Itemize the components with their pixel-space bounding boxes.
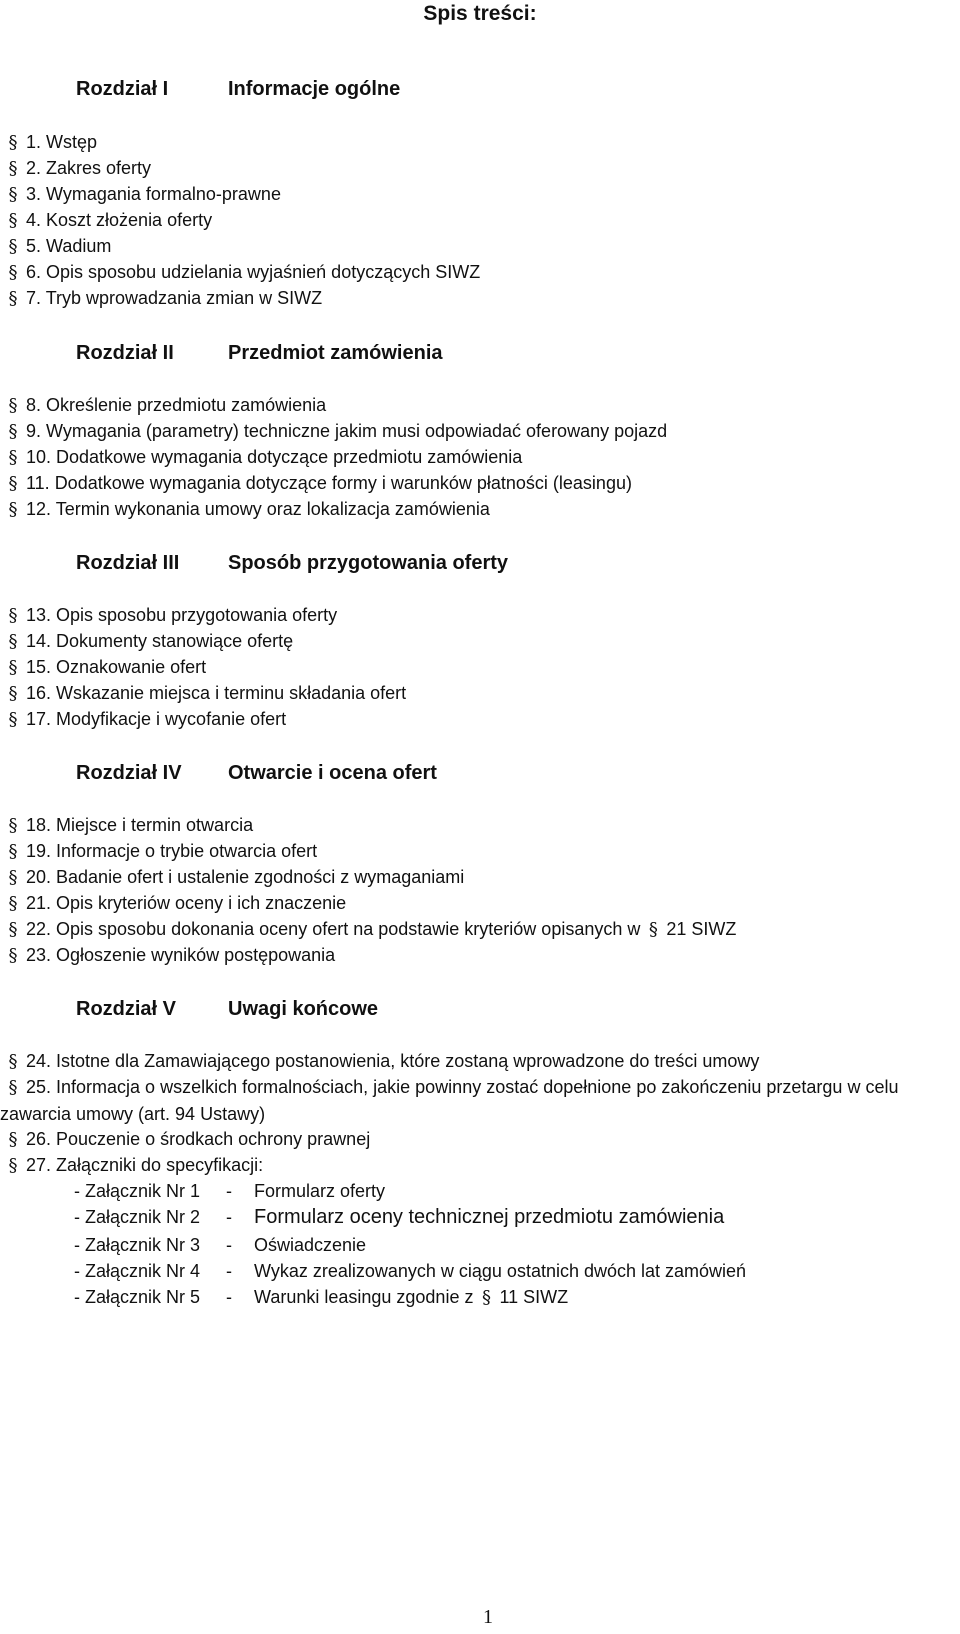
section-reference: 21 SIWZ: [666, 919, 737, 939]
chapter-heading-4: [76, 759, 437, 787]
section-symbol: §: [648, 919, 658, 940]
toc-item-14: § 14. Dokumenty stanowiące ofertę: [0, 628, 293, 655]
toc-item-2: § 2. Zakres oferty: [0, 155, 151, 182]
toc-item-4: § 4. Koszt złożenia oferty: [0, 207, 212, 234]
toc-item-24: § 24. Istotne dla Zamawiającego postanowienia, które zostaną wprowadzone do treści umowy: [0, 1048, 759, 1075]
page-number: 1: [483, 1606, 493, 1628]
chapter-label: Rozdział I: [76, 78, 169, 100]
attachment-3: - Załącznik Nr 3 - Oświadczenie: [74, 1235, 367, 1255]
chapter-name: Sposób przygotowania oferty: [228, 552, 509, 574]
toc-item-15: § 15. Oznakowanie ofert: [0, 654, 206, 681]
chapter-label: Rozdział V: [76, 998, 177, 1020]
toc-item-22: § 22. Opis sposobu dokonania oceny ofert na podstawie kryteriów opisanych w § 21 SIWZ: [0, 916, 736, 943]
chapter-name: Uwagi końcowe: [228, 998, 379, 1020]
section-symbol: §: [8, 421, 18, 442]
section-symbol: §: [8, 158, 18, 179]
attachment-5: - Załącznik Nr 5 - Warunki leasingu zgodnie z § 11 SIWZ: [74, 1284, 568, 1311]
toc-item-18: § 18. Miejsce i termin otwarcia: [0, 812, 253, 839]
section-symbol: §: [8, 605, 18, 626]
section-symbol: §: [8, 499, 18, 520]
toc-item-23: § 23. Ogłoszenie wyników postępowania: [0, 942, 335, 969]
section-symbol: §: [8, 1129, 18, 1150]
section-symbol: §: [8, 236, 18, 257]
toc-item-19: § 19. Informacje o trybie otwarcia ofert: [0, 838, 317, 865]
toc-item-3: § 3. Wymagania formalno-prawne: [0, 181, 281, 208]
toc-item-5: § 5. Wadium: [0, 233, 111, 260]
section-symbol: §: [8, 395, 18, 416]
toc-item-20: § 20. Badanie ofert i ustalenie zgodności z wymaganiami: [0, 864, 464, 891]
section-symbol: §: [8, 1051, 18, 1072]
section-symbol: §: [8, 945, 18, 966]
toc-item-10: § 10. Dodatkowe wymagania dotyczące przedmiotu zamówienia: [0, 444, 522, 471]
section-symbol: §: [8, 288, 18, 309]
chapter-label: Rozdział III: [76, 552, 180, 574]
section-symbol: §: [8, 815, 18, 836]
attachment-1: - Załącznik Nr 1 - Formularz oferty: [74, 1181, 386, 1201]
chapter-name: Otwarcie i ocena ofert: [228, 762, 437, 784]
section-symbol: §: [8, 657, 18, 678]
section-symbol: §: [8, 867, 18, 888]
chapter-heading-2: [76, 339, 443, 367]
chapter-label: Rozdział IV: [76, 762, 182, 784]
toc-item-1: § 1. Wstęp: [0, 129, 97, 156]
chapter-name: Informacje ogólne: [228, 78, 401, 100]
toc-item-6: § 6. Opis sposobu udzielania wyjaśnień dotyczących SIWZ: [0, 259, 480, 286]
section-symbol: §: [8, 919, 18, 940]
section-symbol: §: [8, 1077, 18, 1098]
toc-item-25: § 25. Informacja o wszelkich formalnościach, jakie powinny zostać dopełnione po zakończeniu przetargu w celu zawarcia umowy (art. 94 Ustawy): [0, 1077, 899, 1124]
attachment-4: - Załącznik Nr 4 - Wykaz zrealizowanych w ciągu ostatnich dwóch lat zamówień: [74, 1261, 747, 1281]
section-symbol: §: [8, 473, 18, 494]
chapter-label: Rozdział II: [76, 342, 174, 364]
section-symbol: §: [8, 262, 18, 283]
section-symbol: §: [8, 683, 18, 704]
chapter-name: Przedmiot zamówienia: [228, 342, 443, 364]
toc-item-9: § 9. Wymagania (parametry) techniczne jakim musi odpowiadać oferowany pojazd: [0, 418, 667, 445]
section-symbol: §: [481, 1287, 491, 1308]
toc-item-27: § 27. Załączniki do specyfikacji:: [0, 1152, 263, 1179]
toc-item-16: § 16. Wskazanie miejsca i terminu składania ofert: [0, 680, 406, 707]
section-symbol: §: [8, 1155, 18, 1176]
section-symbol: §: [8, 893, 18, 914]
section-reference: 11 SIWZ: [499, 1287, 569, 1307]
toc-item-8: § 8. Określenie przedmiotu zamówienia: [0, 392, 326, 419]
toc-item-21: § 21. Opis kryteriów oceny i ich znaczenie: [0, 890, 346, 917]
section-symbol: §: [8, 210, 18, 231]
chapter-heading-1: [76, 75, 400, 103]
attachment-2: - Załącznik Nr 2 - Formularz oceny technicznej przedmiotu zamówienia: [74, 1206, 725, 1228]
section-symbol: §: [8, 184, 18, 205]
toc-item-12: § 12. Termin wykonania umowy oraz lokalizacja zamówienia: [0, 496, 490, 523]
section-symbol: §: [8, 132, 18, 153]
toc-item-11: § 11. Dodatkowe wymagania dotyczące formy i warunków płatności (leasingu): [0, 470, 632, 497]
toc-item-26: § 26. Pouczenie o środkach ochrony prawnej: [0, 1126, 370, 1153]
toc-item-7: § 7. Tryb wprowadzania zmian w SIWZ: [0, 285, 322, 312]
chapter-heading-3: [76, 549, 508, 577]
page-title: Spis treści:: [423, 2, 537, 25]
section-symbol: §: [8, 709, 18, 730]
section-symbol: §: [8, 447, 18, 468]
section-symbol: §: [8, 841, 18, 862]
toc-item-13: § 13. Opis sposobu przygotowania oferty: [0, 602, 337, 629]
toc-item-17: § 17. Modyfikacje i wycofanie ofert: [0, 706, 286, 733]
chapter-heading-5: [76, 995, 378, 1023]
section-symbol: §: [8, 631, 18, 652]
